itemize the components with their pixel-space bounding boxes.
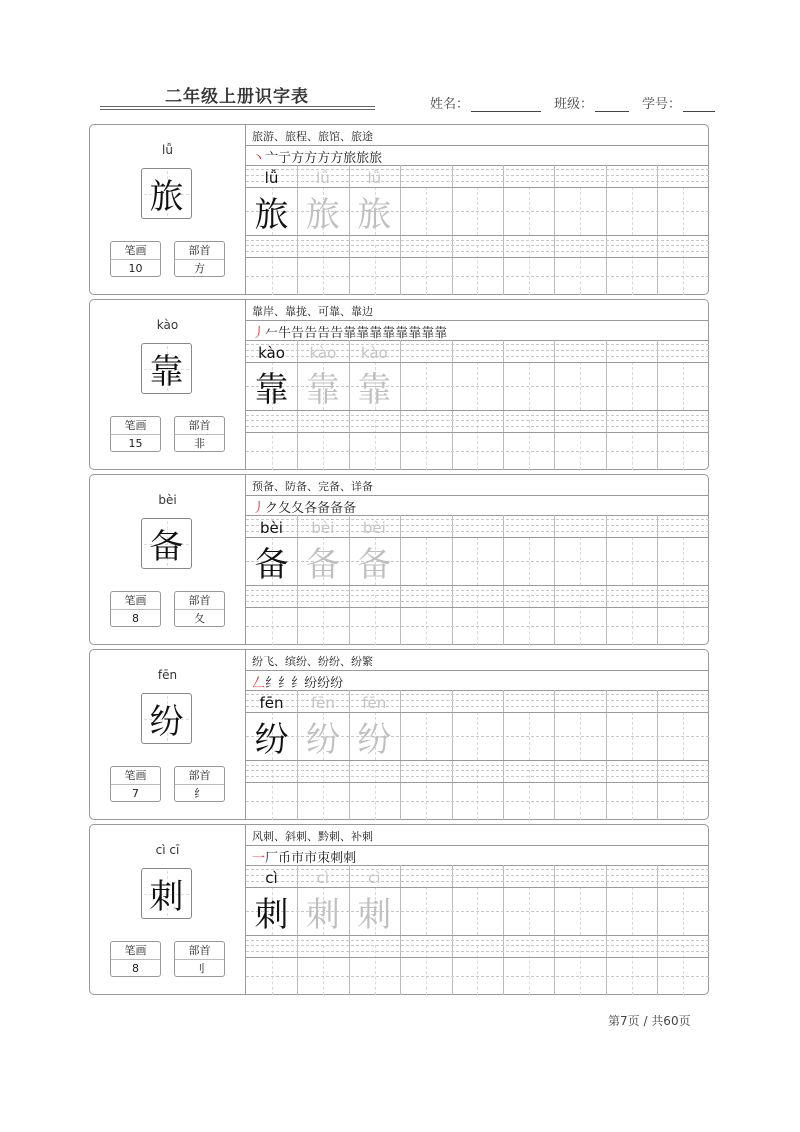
char-box [141,168,192,219]
stroke-step: 备 [330,501,344,516]
stroke-step: 方 [304,151,318,166]
stroke-order [252,672,343,691]
stroke-step: 纷 [330,676,344,691]
stroke-step: 刺 [330,851,344,866]
stroke-step: 靠 [395,326,409,341]
practice-panel [246,300,709,469]
stroke-step: 一 [252,851,266,866]
radical-value: 非 [194,437,205,450]
stroke-step: 币 [278,851,292,866]
name-field[interactable] [430,93,541,112]
stroke-count-box [110,941,161,977]
char-box [141,518,192,569]
practice-character: 纷 [254,720,289,760]
char-box [141,693,192,744]
stroke-count-box [110,416,161,452]
practice-character: 旅 [254,195,289,235]
practice-pinyin: lǚ [316,169,330,187]
practice-character: 备 [305,545,340,585]
stroke-step: 告 [330,326,344,341]
practice-character: 备 [254,545,289,585]
example-words: 靠岸、靠拢、可靠、靠边 [252,305,373,318]
practice-panel [246,125,709,294]
stroke-step: 靠 [408,326,422,341]
stroke-order [252,497,356,516]
stroke-step: 告 [317,326,331,341]
stroke-step: 各 [304,501,318,516]
stroke-order [252,147,382,166]
stroke-count: 15 [128,437,143,450]
stroke-step: 纟 [265,676,279,691]
class-field[interactable] [554,93,629,112]
name-label: 姓名： [430,97,470,112]
card-pinyin: fēn [157,668,178,682]
stroke-step: 𠂉 [265,326,279,341]
stroke-step: 靠 [369,326,383,341]
stroke-step: 靠 [382,326,396,341]
stroke-count: 8 [132,612,139,625]
card-character: 备 [149,527,184,567]
stroke-step: 方 [291,151,305,166]
stroke-step: 纟 [291,676,305,691]
card-info-panel [90,125,246,294]
practice-pinyin: cì [265,869,278,887]
stroke-step: 靠 [343,326,357,341]
practice-character: 刺 [305,895,340,935]
card-character: 纷 [149,702,184,742]
practice-panel [246,650,709,819]
stroke-label: 笔画 [111,767,160,785]
practice-pinyin: lǚ [367,169,382,187]
practice-character: 旅 [305,195,340,235]
practice-character: 靠 [305,370,340,410]
practice-pinyin: bèi [260,519,283,537]
stroke-label: 笔画 [111,592,160,610]
stroke-step: 丿 [252,501,266,516]
practice-character: 刺 [357,895,392,935]
radical-label: 部首 [175,592,224,610]
practice-character: 刺 [254,895,289,935]
class-blank[interactable] [595,97,629,112]
stroke-step: 𠃋 [252,676,266,691]
card-character: 刺 [149,877,184,917]
radical-box [174,591,225,627]
practice-character: 纷 [305,720,340,760]
practice-pinyin: cì [316,869,330,887]
card-info-panel [90,825,246,994]
stroke-label: 笔画 [111,242,160,260]
stroke-step: 纷 [304,676,318,691]
card-character: 旅 [149,177,184,217]
stroke-label: 笔画 [111,942,160,960]
page-header [0,0,800,120]
practice-pinyin: fēn [259,694,284,712]
class-label: 班级： [554,97,594,112]
stroke-order [252,847,356,866]
character-cards [89,124,711,999]
stroke-label: 笔画 [111,417,160,435]
stroke-step: 丿 [252,326,266,341]
title-underline [100,106,375,107]
radical-label: 部首 [175,767,224,785]
stroke-step: 夂 [291,501,305,516]
example-words: 预备、防备、完备、详备 [252,480,373,493]
number-field[interactable] [642,93,715,112]
example-words: 纷飞、缤纷、纷纷、纷繁 [252,655,373,668]
radical-value: 方 [194,262,205,275]
stroke-step: 旅 [343,151,357,166]
card-info-panel [90,650,246,819]
stroke-step: 告 [304,326,318,341]
stroke-step: 刺 [343,851,357,866]
stroke-count: 7 [132,787,139,800]
radical-value: 刂 [194,962,205,975]
student-info-fields [430,93,715,112]
character-card [89,299,709,470]
stroke-count-box [110,241,161,277]
practice-pinyin: kào [360,344,388,362]
stroke-count: 8 [132,962,139,975]
character-card [89,824,709,995]
character-card [89,474,709,645]
radical-value: 纟 [194,787,205,800]
radical-label: 部首 [175,942,224,960]
stroke-step: 旅 [356,151,370,166]
stroke-step: 告 [291,326,305,341]
practice-pinyin: bèi [362,519,386,537]
stroke-step: 厂 [265,851,279,866]
stroke-step: 靠 [434,326,448,341]
stroke-step: 丶 [252,151,266,166]
char-box [141,868,192,919]
page-number: 第7页 / 共60页 [608,1014,691,1028]
stroke-step: 旅 [369,151,383,166]
card-info-panel [90,475,246,644]
practice-pinyin: fēn [310,694,335,712]
card-pinyin: cì cī [155,843,180,857]
card-pinyin: kào [156,318,179,332]
stroke-step: 纟 [278,676,292,691]
stroke-count: 10 [128,262,143,275]
practice-pinyin: fēn [362,694,387,712]
radical-box [174,766,225,802]
stroke-step: 方 [330,151,344,166]
character-card [89,649,709,820]
stroke-step: 亠 [265,151,279,166]
number-blank[interactable] [683,97,715,112]
card-pinyin: bèi [158,493,177,507]
stroke-step: 亍 [278,151,292,166]
example-words: 旅游、旅程、旅馆、旅途 [252,130,373,143]
stroke-step: 纷 [317,676,331,691]
title-underline-2 [100,109,375,110]
stroke-step: 备 [343,501,357,516]
stroke-step: 靠 [421,326,435,341]
practice-panel [246,475,709,644]
stroke-step: 靠 [356,326,370,341]
radical-label: 部首 [175,417,224,435]
char-box [141,343,192,394]
character-card [89,124,709,295]
stroke-step: 市 [291,851,305,866]
radical-value: 夂 [194,612,205,625]
radical-label: 部首 [175,242,224,260]
radical-box [174,941,225,977]
practice-panel [246,825,709,994]
stroke-count-box [110,591,161,627]
card-pinyin: lǚ [162,143,173,157]
example-words: 风刺、斜刺、黔刺、补刺 [252,830,373,843]
practice-character: 纷 [357,720,392,760]
practice-character: 靠 [254,370,289,410]
stroke-step: 牛 [278,326,292,341]
stroke-step: 市 [304,851,318,866]
practice-character: 靠 [357,370,392,410]
card-info-panel [90,300,246,469]
practice-pinyin: kào [258,344,285,362]
practice-pinyin: cì [368,869,381,887]
practice-character: 旅 [357,195,392,235]
practice-pinyin: bèi [311,519,335,537]
number-label: 学号： [642,97,682,112]
stroke-order [252,322,447,341]
practice-pinyin: lǚ [264,169,279,187]
stroke-step: 方 [317,151,331,166]
practice-pinyin: kào [309,344,337,362]
card-character: 靠 [149,352,184,392]
page-title: 二年级上册识字表 [165,87,309,107]
stroke-step: 备 [317,501,331,516]
name-blank[interactable] [471,97,541,112]
stroke-step: ク [265,501,279,516]
stroke-step: 朿 [317,851,331,866]
practice-character: 备 [357,545,392,585]
radical-box [174,241,225,277]
radical-box [174,416,225,452]
stroke-count-box [110,766,161,802]
stroke-step: 夂 [278,501,292,516]
